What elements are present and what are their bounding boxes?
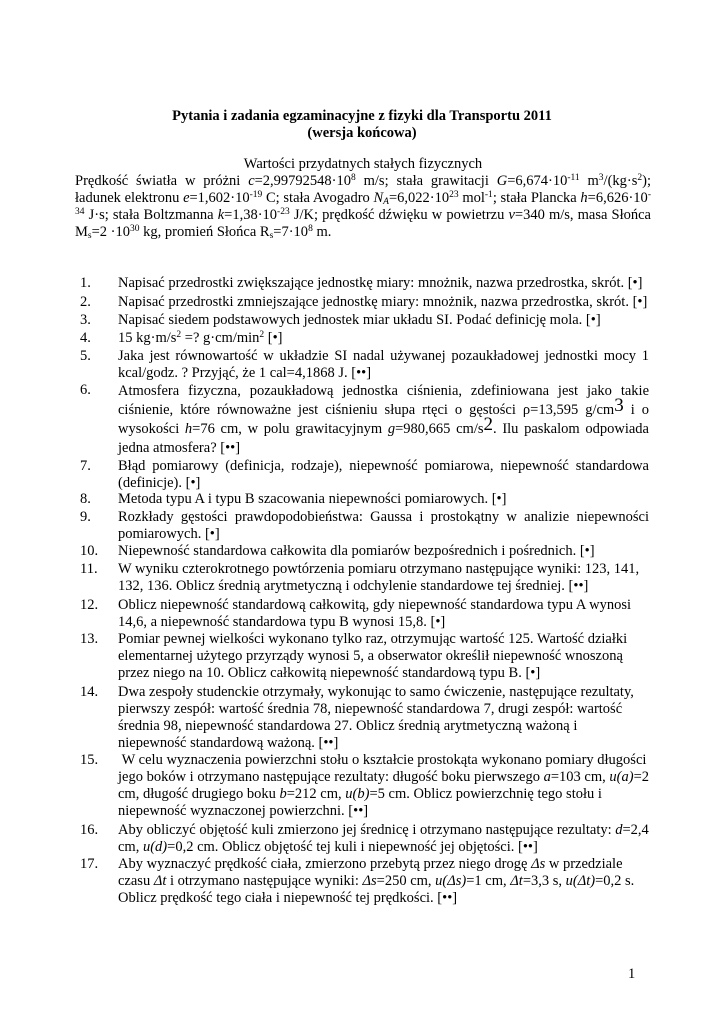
question-text: Aby obliczyć objętość kuli zmierzono jej średnicę i otrzymano następujące rezultaty: d=2,4 cm, u(d)=0,2 cm. Oblicz objętość tej kuli i niepewność jej objętości. [••]: [118, 822, 649, 855]
question-text: Rozkłady gęstości prawdopodobieństwa: Gaussa i prostokątny w analizie niepewności pomiarowych. [•]: [118, 509, 649, 542]
question-number: 3.: [80, 312, 91, 328]
question-number: 1.: [80, 275, 91, 291]
question-text: 15 $kg\cdot m/s^2$ =? $g\cdot cm/\min^2$ [•]: [118, 330, 283, 346]
question-text: Oblicz niepewność standardową całkowitą, gdy niepewność standardowa typu A wynosi 14,6, a niepewność standardowa typu B wynosi 15,8. [•]: [118, 597, 632, 630]
question-number: 6.: [80, 382, 91, 398]
question-text: Napisać siedem podstawowych jednostek miar układu SI. Podać definicję mola. [•]: [118, 312, 601, 328]
question-text: Dwa zespoły studenckie otrzymały, wykonując to samo ćwiczenie, następujące rezultaty, pierwszy zespół: wartość średnia 78, niepewność standardowa 7, drugi zespół: wartość średnia 98, niepewność standardowa 27. Oblicz średnią arytmetyczną ważoną i niepewność standardową ważoną. [••]: [118, 684, 634, 751]
question-number: 7.: [80, 458, 91, 474]
constants-heading: Wartości przydatnych stałych fizycznych: [243, 156, 483, 172]
document-subtitle: (wersja końcowa): [307, 125, 417, 141]
document-title: Pytania i zadania egzaminacyjne z fizyki dla Transportu 2011: [172, 108, 552, 124]
question-text: Napisać przedrostki zmniejszające jednostkę miary: mnożnik, nazwa przedrostka, skrót. [•]: [118, 294, 648, 310]
question-text: Metoda typu A i typu B szacowania niepewności pomiarowych. [•]: [118, 491, 507, 507]
question-text: W wyniku czterokrotnego powtórzenia pomiaru otrzymano następujące wyniki: 123, 141, 132, 136. Oblicz średnią arytmetyczną i odchylenie standardowe tej średniej. [••]: [118, 561, 640, 594]
question-text: Pomiar pewnej wielkości wykonano tylko raz, otrzymując wartość 125. Wartość działki elementarnej użytego przyrządy wynosi 5, a obserwator określił niepewność wnoszoną przez niego na 10. Oblicz całkowitą niepewność standardową typu B. [•]: [118, 631, 628, 681]
question-number: 4.: [80, 330, 91, 346]
question-number: 17.: [80, 856, 99, 872]
question-number: 14.: [80, 684, 99, 700]
question-number: 2.: [80, 294, 91, 310]
question-text: Atmosfera fizyczna, pozaukładową jednostka ciśnienia, zdefiniowana jest jako takie ciśnienie, które równoważne jest ciśnieniu słupa rtęci o gęstości ρ=13,595 g/cm3 i o wysokości h=76 cm, w polu grawitacyjnym g=980,665 cm/s2. Ilu paskalom odpowiada jedna atmosfera? [••]: [118, 383, 649, 456]
physical-constants: [75, 156, 651, 241]
page-number: 1: [628, 966, 636, 982]
question-text: Aby wyznaczyć prędkość ciała, zmierzono przebytą przez niego drogę Δs w przedziale czasu Δt i otrzymano następujące wyniki: Δs=250 cm, u(Δs)=1 cm, Δt=3,3 s, u(Δt)=0,2 s. Oblicz prędkość tego ciała i niepewność tej prędkości. [••]: [118, 856, 635, 906]
question-number: 12.: [80, 597, 99, 613]
question-text: Błąd pomiarowy (definicja, rodzaje), niepewność pomiarowa, niepewność standardowa (definicje). [•]: [118, 458, 649, 491]
question-number: 8.: [80, 491, 91, 507]
question-number: 15.: [80, 752, 99, 768]
question-number: 5.: [80, 348, 91, 364]
question-number: 10.: [80, 543, 99, 559]
question-number: 11.: [80, 561, 98, 577]
question-text: Jaka jest równowartość w układzie SI nadal używanej pozaukładowej jednostki mocy 1 kcal/godz. ? Przyjąć, że 1 cal=4,1868 J. [••]: [118, 348, 649, 381]
question-number: 16.: [80, 822, 99, 838]
question-text: Niepewność standardowa całkowita dla pomiarów bezpośrednich i pośrednich. [•]: [118, 543, 595, 559]
question-text: W celu wyznaczenia powierzchni stołu o kształcie prostokąta wykonano pomiary długości jego boków i otrzymano następujące rezultaty: długość boku pierwszego a=103 cm, u(a)=2 cm, długość drugiego boku b=212 cm, u(b)=5 cm. Oblicz powierzchnię tego stołu i niepewność wyznaczonej powierzchni. [••]: [118, 752, 650, 819]
question-text: Napisać przedrostki zwiększające jednostkę miary: mnożnik, nazwa przedrostka, skrót. [•]: [118, 275, 643, 291]
question-number: 13.: [80, 631, 99, 647]
constants-text: Prędkość światła w próżni $c=2,99792548\cdot 10^8$ m/s; stała grawitacji $G=6,674\cdot 10^{-11}$ $m^3/(kg\cdot s^2)$; ładunek elektronu $e=1,602\cdot 10^{-19}$ C; stała Avogadro $N_A=6,022\cdot 10^{23}$ mol$^{-1}$; stała Plancka $h=6,626\cdot 10^{-34}$ J·s; stała Boltzmanna $k=1,38\cdot 10^{-23}$ J/K; prędkość dźwięku w powietrzu v=340 m/s, masa Słońca $M_s=2 \cdot 10^{30}$ kg, promień Słońca $R_s=7\cdot 10^8$ m.: [75, 173, 651, 241]
question-number: 9.: [80, 509, 91, 525]
